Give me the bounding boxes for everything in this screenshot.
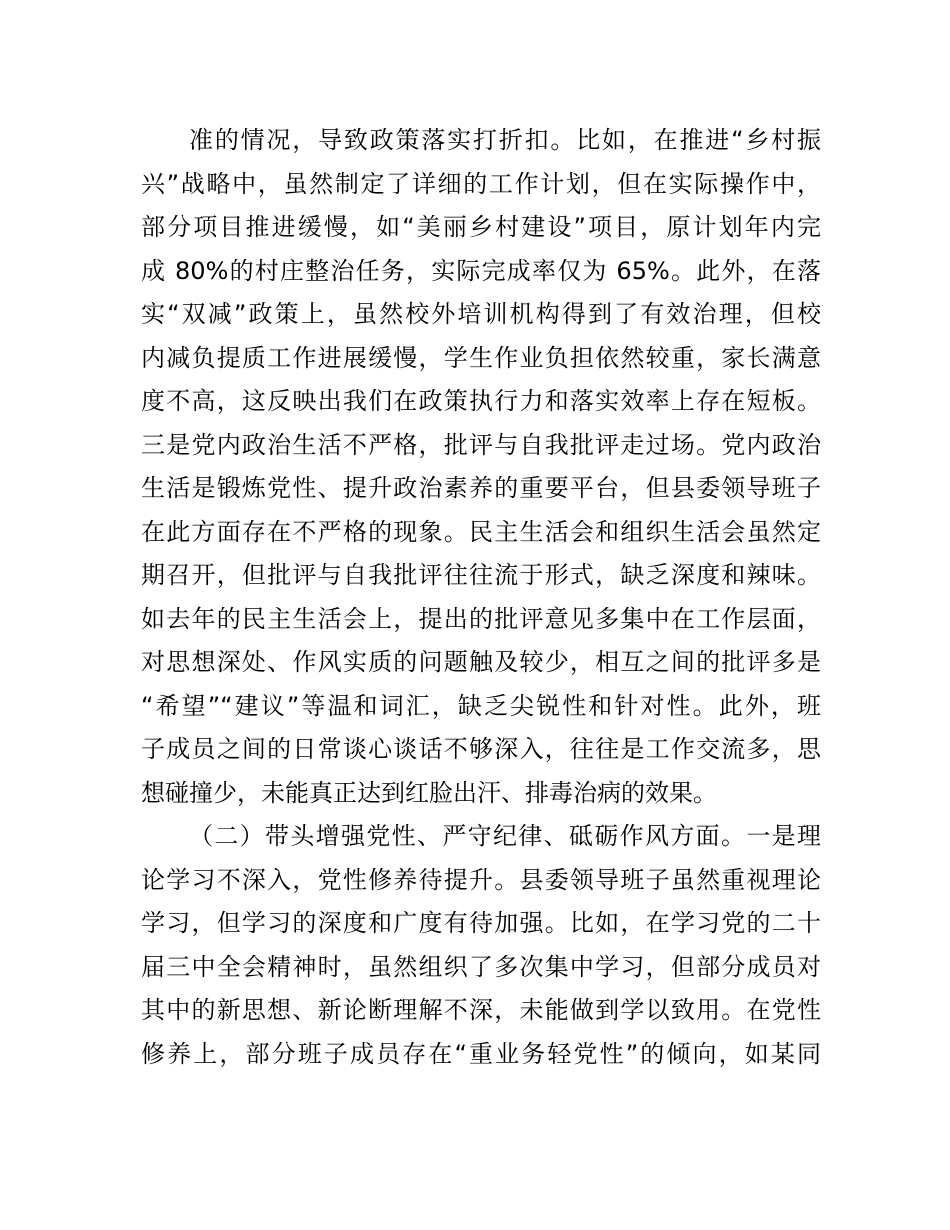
text-line: 其中的新思想、新论断理解不深，未能做到学以致用。在党性 xyxy=(141,996,821,1024)
text-line: 修养上，部分班子成员存在“重业务轻党性”的倾向，如某同 xyxy=(141,1039,821,1068)
text-line: 部分项目推进缓慢，如“美丽乡村建设”项目，原计划年内完 xyxy=(141,213,821,241)
text-line: 届三中全会精神时，虽然组织了多次集中学习，但部分成员对 xyxy=(141,952,821,981)
text-line: 三是党内政治生活不严格，批评与自我批评走过场。党内政治 xyxy=(141,430,821,459)
paragraph-1 xyxy=(141,119,821,815)
text-line: 度不高，这反映出我们在政策执行力和落实效率上存在短板。 xyxy=(141,387,821,415)
text-line: 内减负提质工作进展缓慢，学生作业负担依然较重，家长满意 xyxy=(141,343,821,372)
text-line: 生活是锻炼党性、提升政治素养的重要平台，但县委领导班子 xyxy=(141,474,821,502)
text-line: 论学习不深入，党性修养待提升。县委领导班子虽然重视理论 xyxy=(141,865,821,894)
paragraph-2 xyxy=(141,815,821,1076)
text-line: 实“双减”政策上，虽然校外培训机构得到了有效治理，但校 xyxy=(141,300,821,328)
text-line: 兴”战略中，虽然制定了详细的工作计划，但在实际操作中， xyxy=(141,169,821,198)
text-line: 在此方面存在不严格的现象。民主生活会和组织生活会虽然定 xyxy=(141,517,821,546)
text-line: 期召开，但批评与自我批评往往流于形式，缺乏深度和辣味。 xyxy=(141,561,821,589)
text-line: 准的情况，导致政策落实打折扣。比如，在推进“乡村振 xyxy=(189,126,821,154)
text-line: 对思想深处、作风实质的问题触及较少，相互之间的批评多是 xyxy=(141,648,821,676)
document-body xyxy=(141,119,821,1076)
text-line: （二）带头增强党性、严守纪律、砥砺作风方面。一是理 xyxy=(189,822,821,850)
text-line: 如去年的民主生活会上，提出的批评意见多集中在工作层面， xyxy=(141,604,821,633)
text-line: 想碰撞少，未能真正达到红脸出汗、排毒治病的效果。 xyxy=(141,778,717,807)
text-line: 学习，但学习的深度和广度有待加强。比如，在学习党的二十 xyxy=(141,909,821,937)
text-line: 成 80%的村庄整治任务，实际完成率仅为 65%。此外，在落 xyxy=(141,256,821,285)
text-line: “希望”“建议”等温和词汇，缺乏尖锐性和针对性。此外，班 xyxy=(141,691,821,720)
text-line: 子成员之间的日常谈心谈话不够深入，往往是工作交流多，思 xyxy=(141,735,821,763)
